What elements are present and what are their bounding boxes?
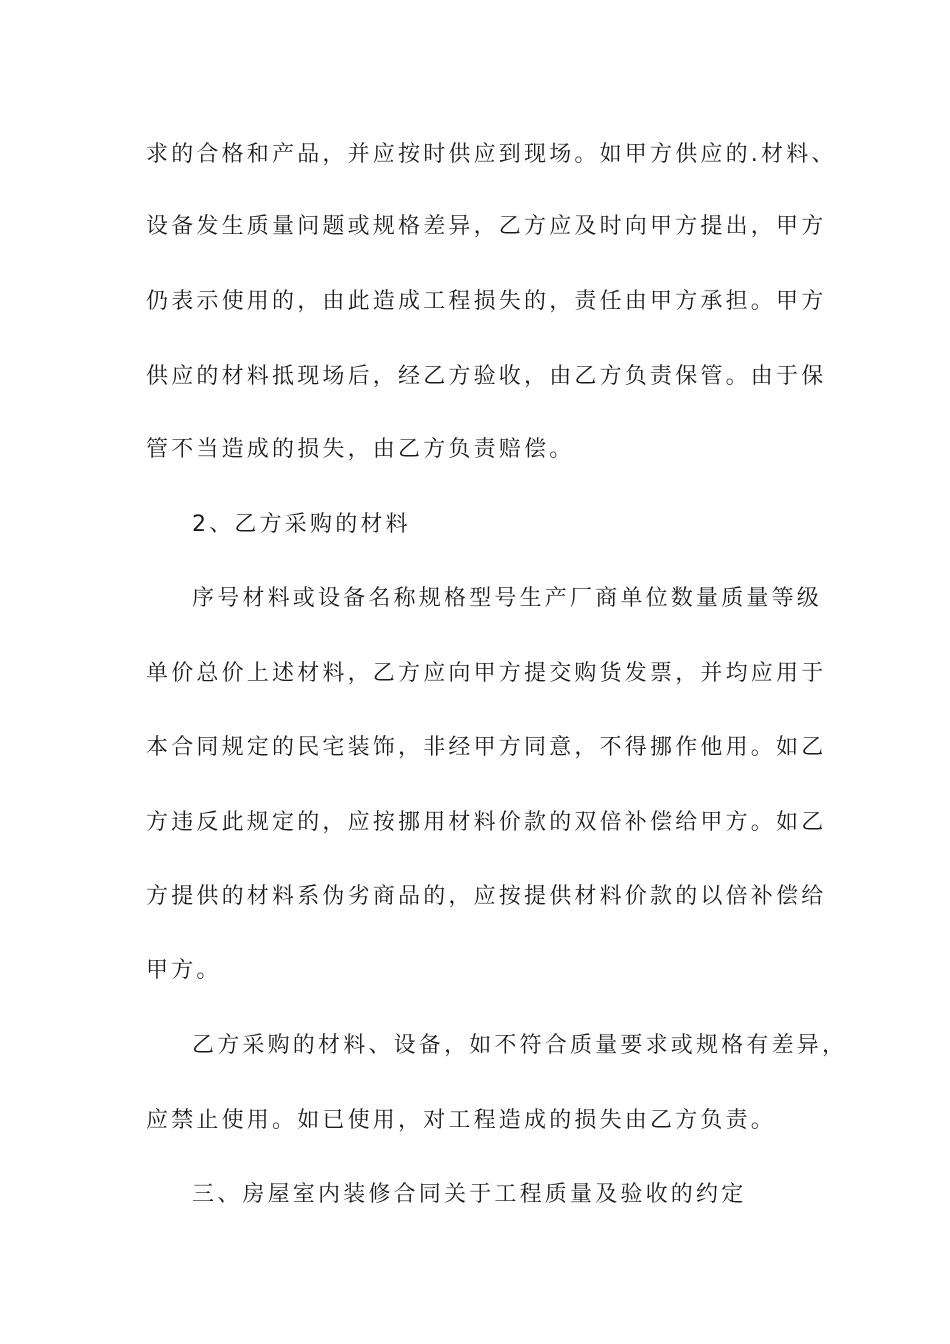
paragraph-line: 供应的材料抵现场后，经乙方验收，由乙方负责保管。由于保 <box>146 364 827 389</box>
section-heading: 2、乙方采购的材料 <box>192 512 411 537</box>
paragraph-line: 甲方。 <box>146 958 222 983</box>
paragraph-line: 方提供的材料系伪劣商品的，应按提供材料价款的以倍补偿给 <box>146 884 827 909</box>
paragraph-line: 求的合格和产品，并应按时供应到现场。如甲方供应的.材料、 <box>146 142 837 167</box>
paragraph-line: 仍表示使用的，由此造成工程损失的，责任由甲方承担。甲方 <box>146 289 827 314</box>
section-heading: 三、房屋室内装修合同关于工程质量及验收的约定 <box>192 1182 747 1207</box>
paragraph-line: 单价总价上述材料，乙方应向甲方提交购货发票，并均应用于 <box>146 661 827 686</box>
paragraph-line: 设备发生质量问题或规格差异，乙方应及时向甲方提出，甲方 <box>146 214 827 239</box>
paragraph-line: 应禁止使用。如已使用，对工程造成的损失由乙方负责。 <box>146 1108 777 1133</box>
paragraph-line: 本合同规定的民宅装饰，非经甲方同意，不得挪作他用。如乙 <box>146 735 827 760</box>
paragraph-line: 管不当造成的损失，由乙方负责赔偿。 <box>146 437 575 462</box>
paragraph-line: 乙方采购的材料、设备，如不符合质量要求或规格有差异， <box>192 1033 848 1058</box>
paragraph-line: 方违反此规定的，应按挪用材料价款的双倍补偿给甲方。如乙 <box>146 810 827 835</box>
paragraph-line: 序号材料或设备名称规格型号生产厂商单位数量质量等级 <box>192 586 823 611</box>
